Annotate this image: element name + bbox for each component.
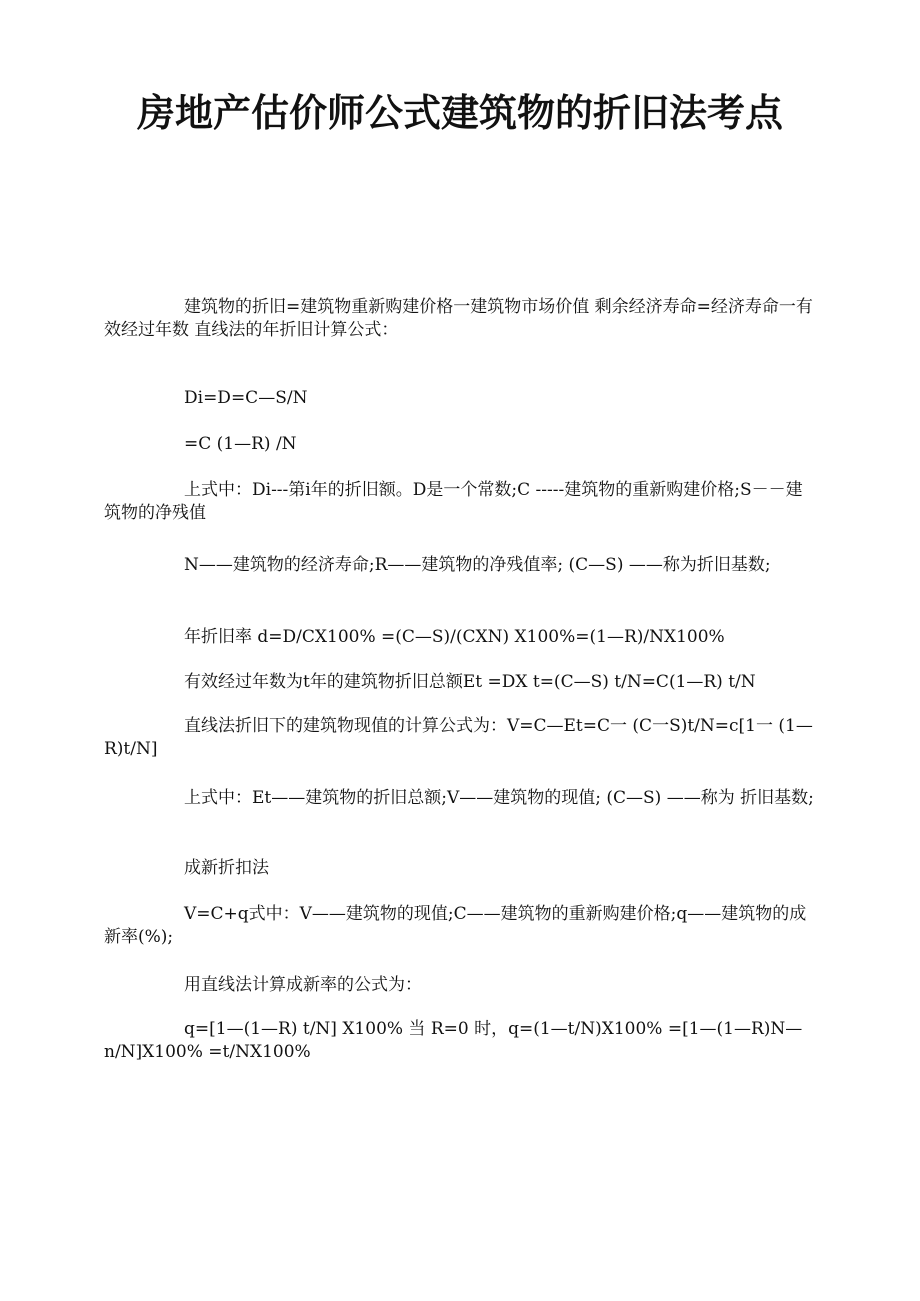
formula-annual-depreciation-rate: 年折旧率 d=D/CX100% =(C—S)/(CXN) X100%=(1—R)/NX100%	[184, 627, 725, 647]
paragraph-symbol-explanation-2: N——建筑物的经济寿命;R——建筑物的净残值率; (C—S) ——称为折旧基数;	[184, 555, 771, 575]
paragraph-symbol-explanation-3: 上式中：Et——建筑物的折旧总额;V——建筑物的现值; (C—S) ——称为 折旧基数;	[184, 788, 814, 808]
document-title: 房地产估价师公式建筑物的折旧法考点	[136, 91, 783, 135]
formula-newness-value: V=C+q式中：V——建筑物的现值;C——建筑物的重新购建价格;q——建筑物的成新率(%);	[104, 904, 807, 947]
formula-total-depreciation: 有效经过年数为t年的建筑物折旧总额Et =DX t=(C—S) t/N=C(1—R) t/N	[184, 672, 756, 692]
formula-newness-rate: q=[1—(1—R) t/N] X100% 当 R=0 时，q=(1—t/N)X100% =[1—(1—R)N—n/N]X100% =t/NX100%	[104, 1019, 803, 1062]
paragraph-symbol-explanation-1: 上式中：Di---第i年的折旧额。D是一个常数;C -----建筑物的重新购建价格;S－－建筑物的净残值	[104, 480, 803, 523]
formula-present-value: 直线法折旧下的建筑物现值的计算公式为：V=C—Et=C一 (C一S)t/N=c[1一 (1—R)t/N]	[104, 716, 813, 759]
paragraph-newness-rate-intro: 用直线法计算成新率的公式为：	[184, 975, 422, 995]
section-heading-newness-discount: 成新折扣法	[184, 858, 269, 878]
paragraph-depreciation-definition: 建筑物的折旧=建筑物重新购建价格一建筑物市场价值 剩余经济寿命=经济寿命一有效经过年数 直线法的年折旧计算公式：	[104, 297, 813, 340]
formula-annual-depreciation: Di=D=C—S/N	[184, 388, 308, 408]
formula-annual-depreciation-ratio: =C (1—R) /N	[184, 434, 297, 454]
